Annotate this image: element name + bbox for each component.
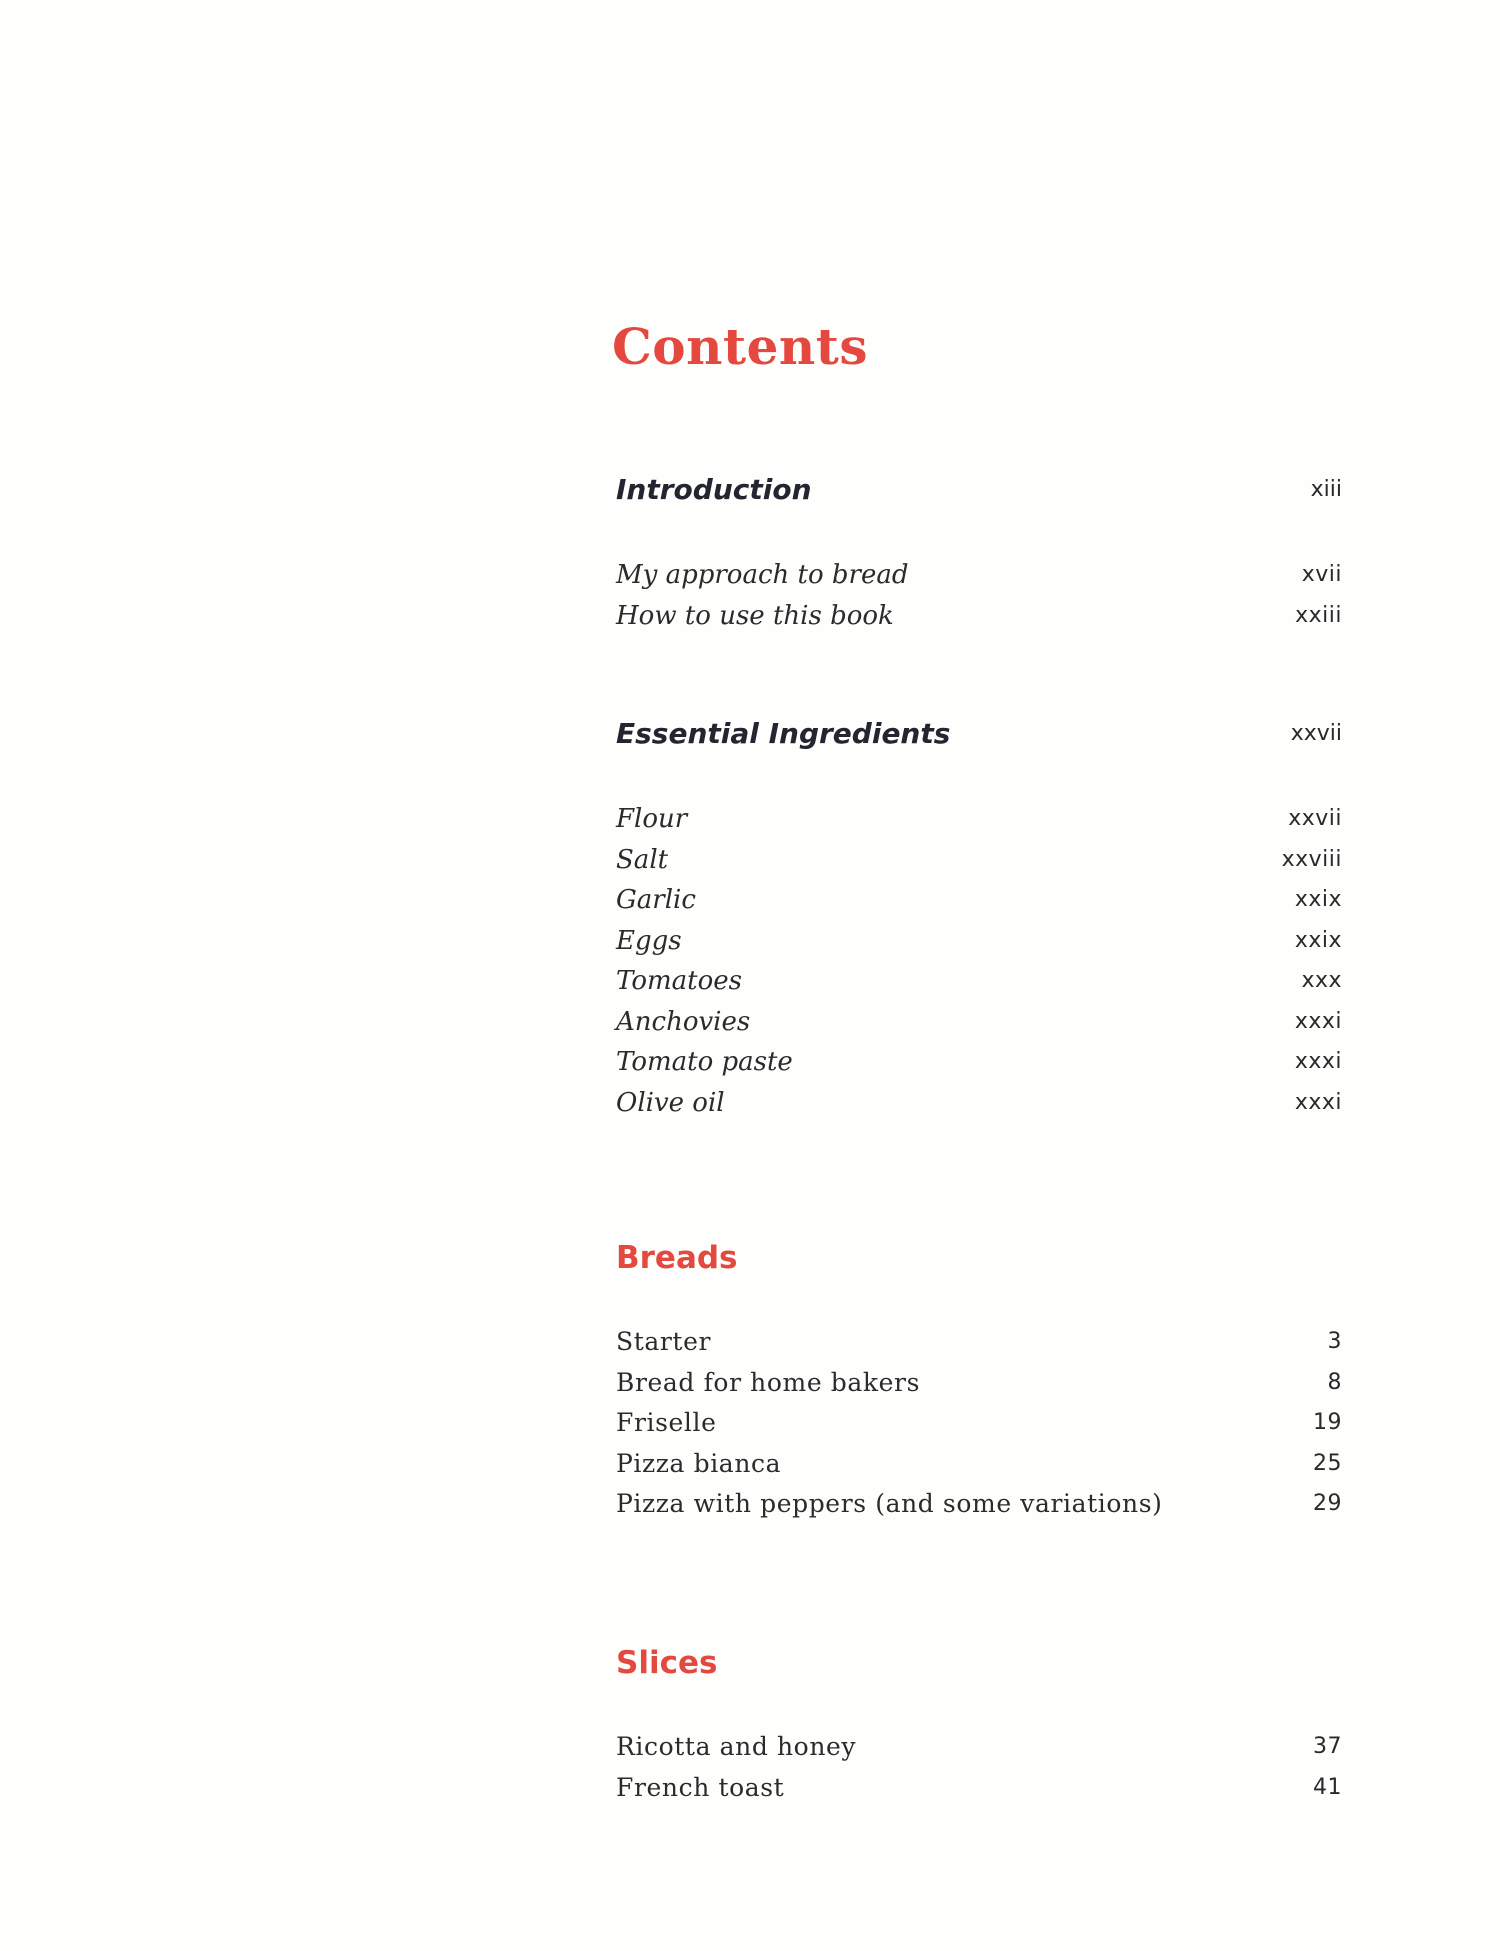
toc-entry-page: xxix (1294, 927, 1342, 953)
toc-entry (616, 1002, 1342, 1043)
toc-entry (616, 921, 1342, 962)
section-heading-breads (616, 1238, 1342, 1278)
toc-entry (616, 1484, 1342, 1525)
toc-entry (616, 880, 1342, 921)
toc-entry-name: Friselle (616, 1408, 717, 1437)
toc-entry (616, 1322, 1342, 1363)
page-title: Contents (612, 317, 869, 376)
toc-entry (616, 1083, 1342, 1124)
section-heading-page: xxvii (1290, 721, 1342, 746)
toc-entry-name: Tomatoes (616, 966, 742, 996)
toc-entry-page: 29 (1313, 1491, 1342, 1516)
toc-entry (616, 799, 1342, 840)
section-heading-introduction (616, 470, 1342, 510)
section-heading-slices (616, 1643, 1342, 1683)
toc-entry-name: French toast (616, 1772, 785, 1802)
ingredients-entry-list (616, 799, 1342, 1123)
toc-entry-page: xxxi (1294, 1089, 1342, 1115)
toc-entry-name: Anchovies (616, 1006, 751, 1037)
toc-entry-page: xxix (1294, 887, 1342, 912)
toc-entry (616, 555, 1342, 596)
section-heading-essential-ingredients (616, 714, 1342, 754)
toc-entry-page: xxvii (1288, 806, 1342, 831)
toc-entry (616, 1403, 1342, 1444)
toc-entry (616, 1444, 1342, 1485)
toc-entry (616, 840, 1342, 881)
toc-entry-name: Ricotta and honey (616, 1732, 857, 1761)
section-heading-label: Breads (616, 1240, 738, 1276)
toc-entry-name: My approach to bread (616, 560, 909, 590)
breads-entry-list (616, 1322, 1342, 1525)
toc-entry-page: xxiii (1295, 602, 1342, 628)
toc-entry-page: xxviii (1281, 846, 1342, 872)
toc-entry-name: Tomato paste (616, 1047, 793, 1077)
toc-entry-name: Starter (616, 1327, 712, 1356)
toc-entry-name: Salt (616, 844, 669, 875)
toc-entry (616, 961, 1342, 1002)
toc-entry-page: xvii (1301, 562, 1342, 587)
toc-entry (616, 1363, 1342, 1404)
toc-entry (616, 1042, 1342, 1083)
toc-entry-page: 41 (1313, 1774, 1342, 1800)
section-heading-label: Introduction (616, 473, 812, 506)
toc-entry-name: Pizza with peppers (and some variations) (616, 1489, 1163, 1518)
toc-entry-page: 8 (1327, 1369, 1342, 1395)
toc-entry-page: 3 (1327, 1329, 1342, 1354)
toc-entry-page: 37 (1313, 1734, 1342, 1759)
toc-entry-name: How to use this book (616, 600, 894, 631)
toc-entry (616, 1768, 1342, 1809)
toc-entry-name: Garlic (616, 885, 696, 915)
toc-entry-name: Pizza bianca (616, 1448, 782, 1478)
slices-entry-list (616, 1727, 1342, 1808)
toc-entry-name: Flour (616, 804, 688, 834)
toc-entry-page: xxxi (1294, 1008, 1342, 1034)
toc-entry-page: xxx (1301, 968, 1342, 993)
toc-entry-page: 25 (1313, 1450, 1342, 1476)
toc-entry-page: 19 (1313, 1410, 1342, 1435)
toc-entry-name: Olive oil (616, 1087, 725, 1118)
introduction-entry-list (616, 555, 1342, 636)
section-heading-page: xiii (1310, 477, 1342, 502)
toc-entry-page: xxxi (1294, 1049, 1342, 1074)
toc-entry-name: Eggs (616, 925, 682, 956)
toc-entry (616, 1727, 1342, 1768)
section-heading-label: Essential Ingredients (616, 717, 951, 750)
section-heading-label: Slices (616, 1645, 718, 1681)
toc-entry-name: Bread for home bakers (616, 1367, 921, 1397)
toc-entry (616, 596, 1342, 637)
